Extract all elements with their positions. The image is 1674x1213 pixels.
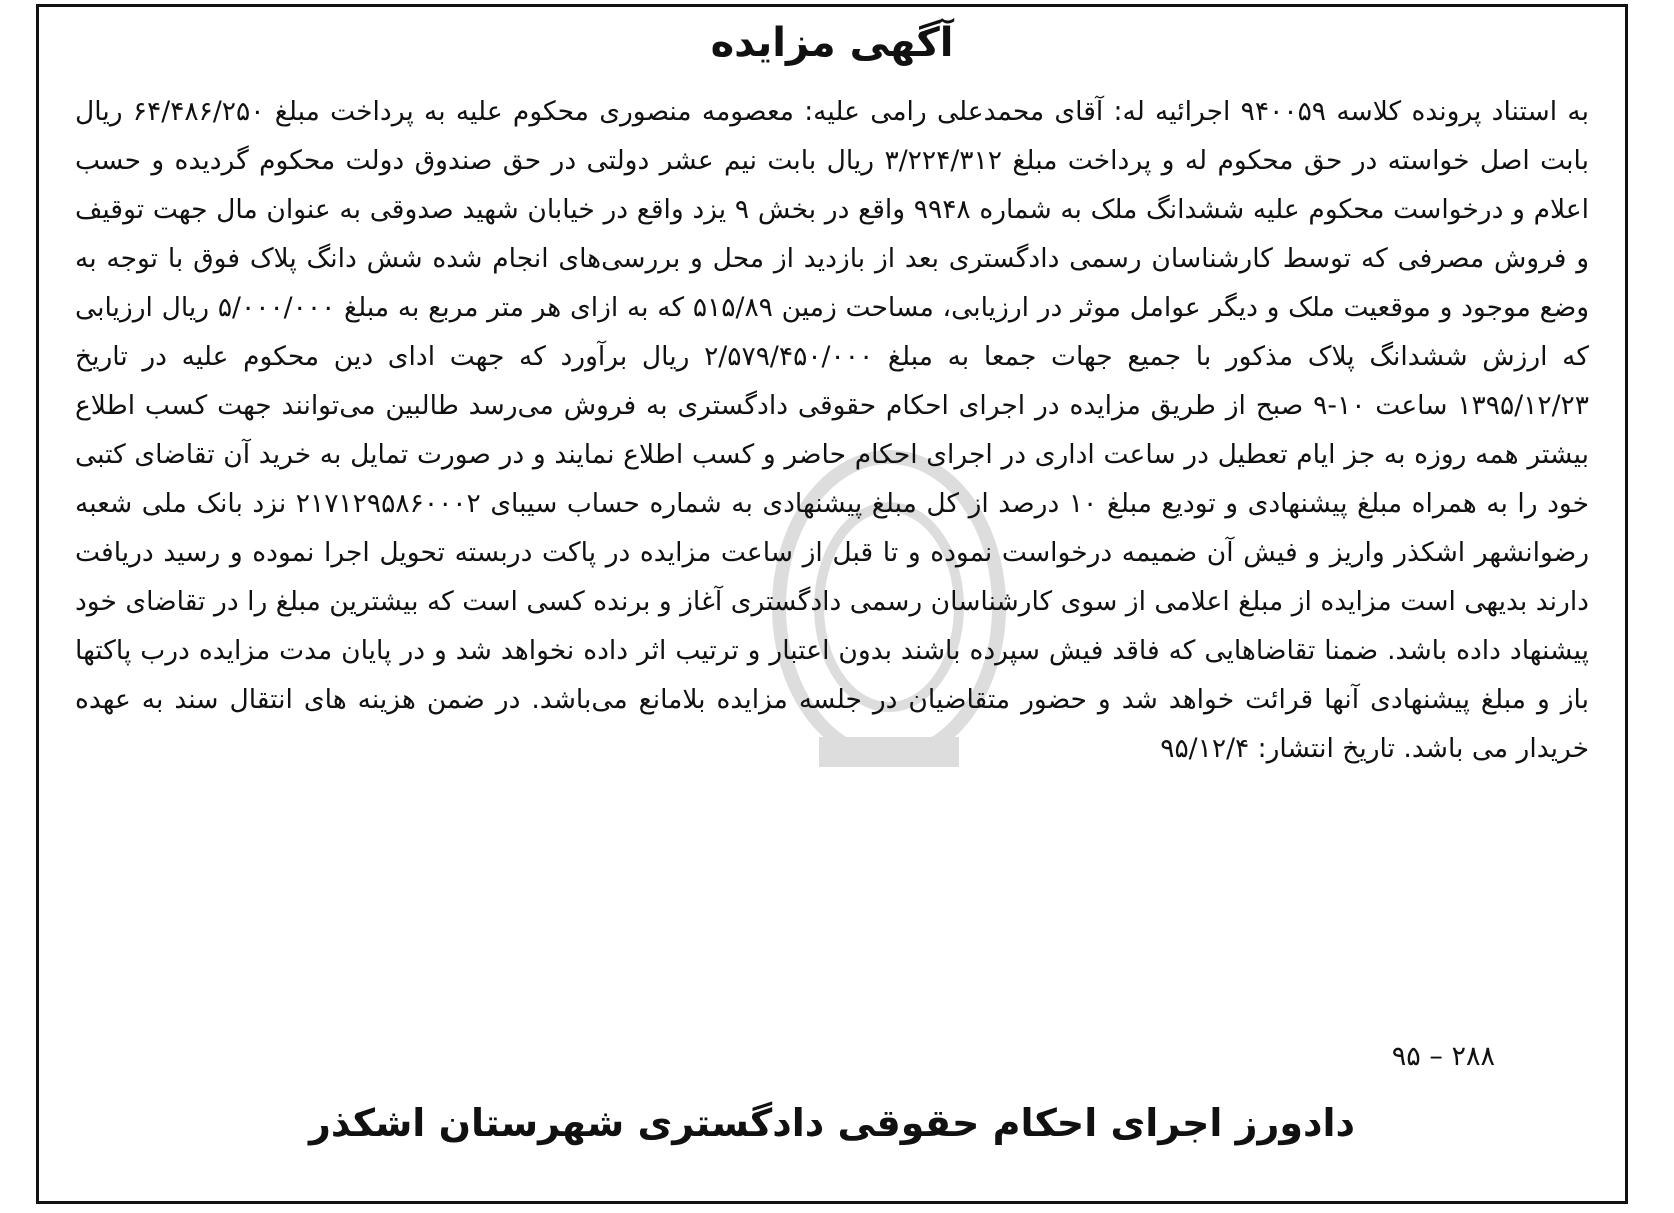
notice-frame (36, 4, 1628, 1204)
notice-body: به استناد پرونده کلاسه ۹۴۰۰۵۹ اجرائیه له: آقای محمدعلی رامی علیه: معصومه منصوری محکوم علیه به پرداخت مبلغ ۶۴/۴۸۶/۲۵۰ ریال بابت اصل خواسته در حق محکوم له و پرداخت مبلغ ۳/۲۲۴/۳۱۲ ریال بابت نیم عشر دولتی در حق صندوق دولت محکوم گردیده و حسب اعلام و درخواست محکوم علیه ششدانگ ملک به شماره ۹۹۴۸ واقع در بخش ۹ یزد واقع در خیابان شهید صدوقی به عنوان مال جهت توقیف و فروش مصرفی که توسط کارشناسان رسمی دادگستری بعد از بازدید از محل و بررسی‌های انجام شده شش دانگ پلاک فوق با توجه به وضع موجود و موقعیت ملک و دیگر عوامل موثر در ارزیابی، مساحت زمین ۵۱۵/۸۹ که به ازای هر متر مربع به مبلغ ۵/۰۰۰/۰۰۰ ریال ارزیابی که ارزش ششدانگ پلاک مذکور با جمیع جهات جمعا به مبلغ ۲/۵۷۹/۴۵۰/۰۰۰ ریال برآورد که جهت ادای دین محکوم علیه در تاریخ ۱۳۹۵/۱۲/۲۳ ساعت ۱۰-۹ صبح از طریق مزایده در اجرای احکام حقوقی دادگستری به فروش می‌رسد طالبین می‌توانند جهت کسب اطلاع بیشتر همه روزه به جز ایام تعطیل در ساعت اداری در اجرای احکام حاضر و کسب اطلاع نمایند و در صورت تمایل به خرید آن تقاضای کتبی خود را به همراه مبلغ پیشنهادی و تودیع مبلغ ۱۰ درصد از کل مبلغ پیشنهادی به شماره حساب سیبای ۲۱۷۱۲۹۵۸۶۰۰۰۲ نزد بانک ملی شعبه رضوانشهر اشکذر واریز و فیش آن ضمیمه درخواست نموده و تا قبل از ساعت مزایده در پاکت دربسته تحویل اجرا نموده و رسید دریافت دارند بدیهی است مزایده از مبلغ اعلامی از سوی کارشناسان رسمی دادگستری آغاز و برنده کسی است که بیشترین مبلغ را در تقاضای خود پیشنهاد داده باشد. ضمنا تقاضاهایی که فاقد فیش سپرده باشند بدون اعتبار و ترتیب اثر داده نخواهد شد و در پایان مدت مزایده درب پاکتها باز و مبلغ پیشنهادی آنها قرائت خواهد شد و حضور متقاضیان در جلسه مزایده بلامانع می‌باشد. در ضمن هزینه های انتقال سند به عهده خریدار می باشد. تاریخ انتشار: ۹۵/۱۲/۴ (75, 96, 1589, 764)
notice-signature: دادورز اجرای احکام حقوقی دادگستری شهرستان اشکذر (309, 1101, 1355, 1145)
notice-reference-number: ۲۸۸ – ۹۵ (1391, 1041, 1495, 1072)
notice-title: آگهی مزایده (710, 20, 954, 66)
